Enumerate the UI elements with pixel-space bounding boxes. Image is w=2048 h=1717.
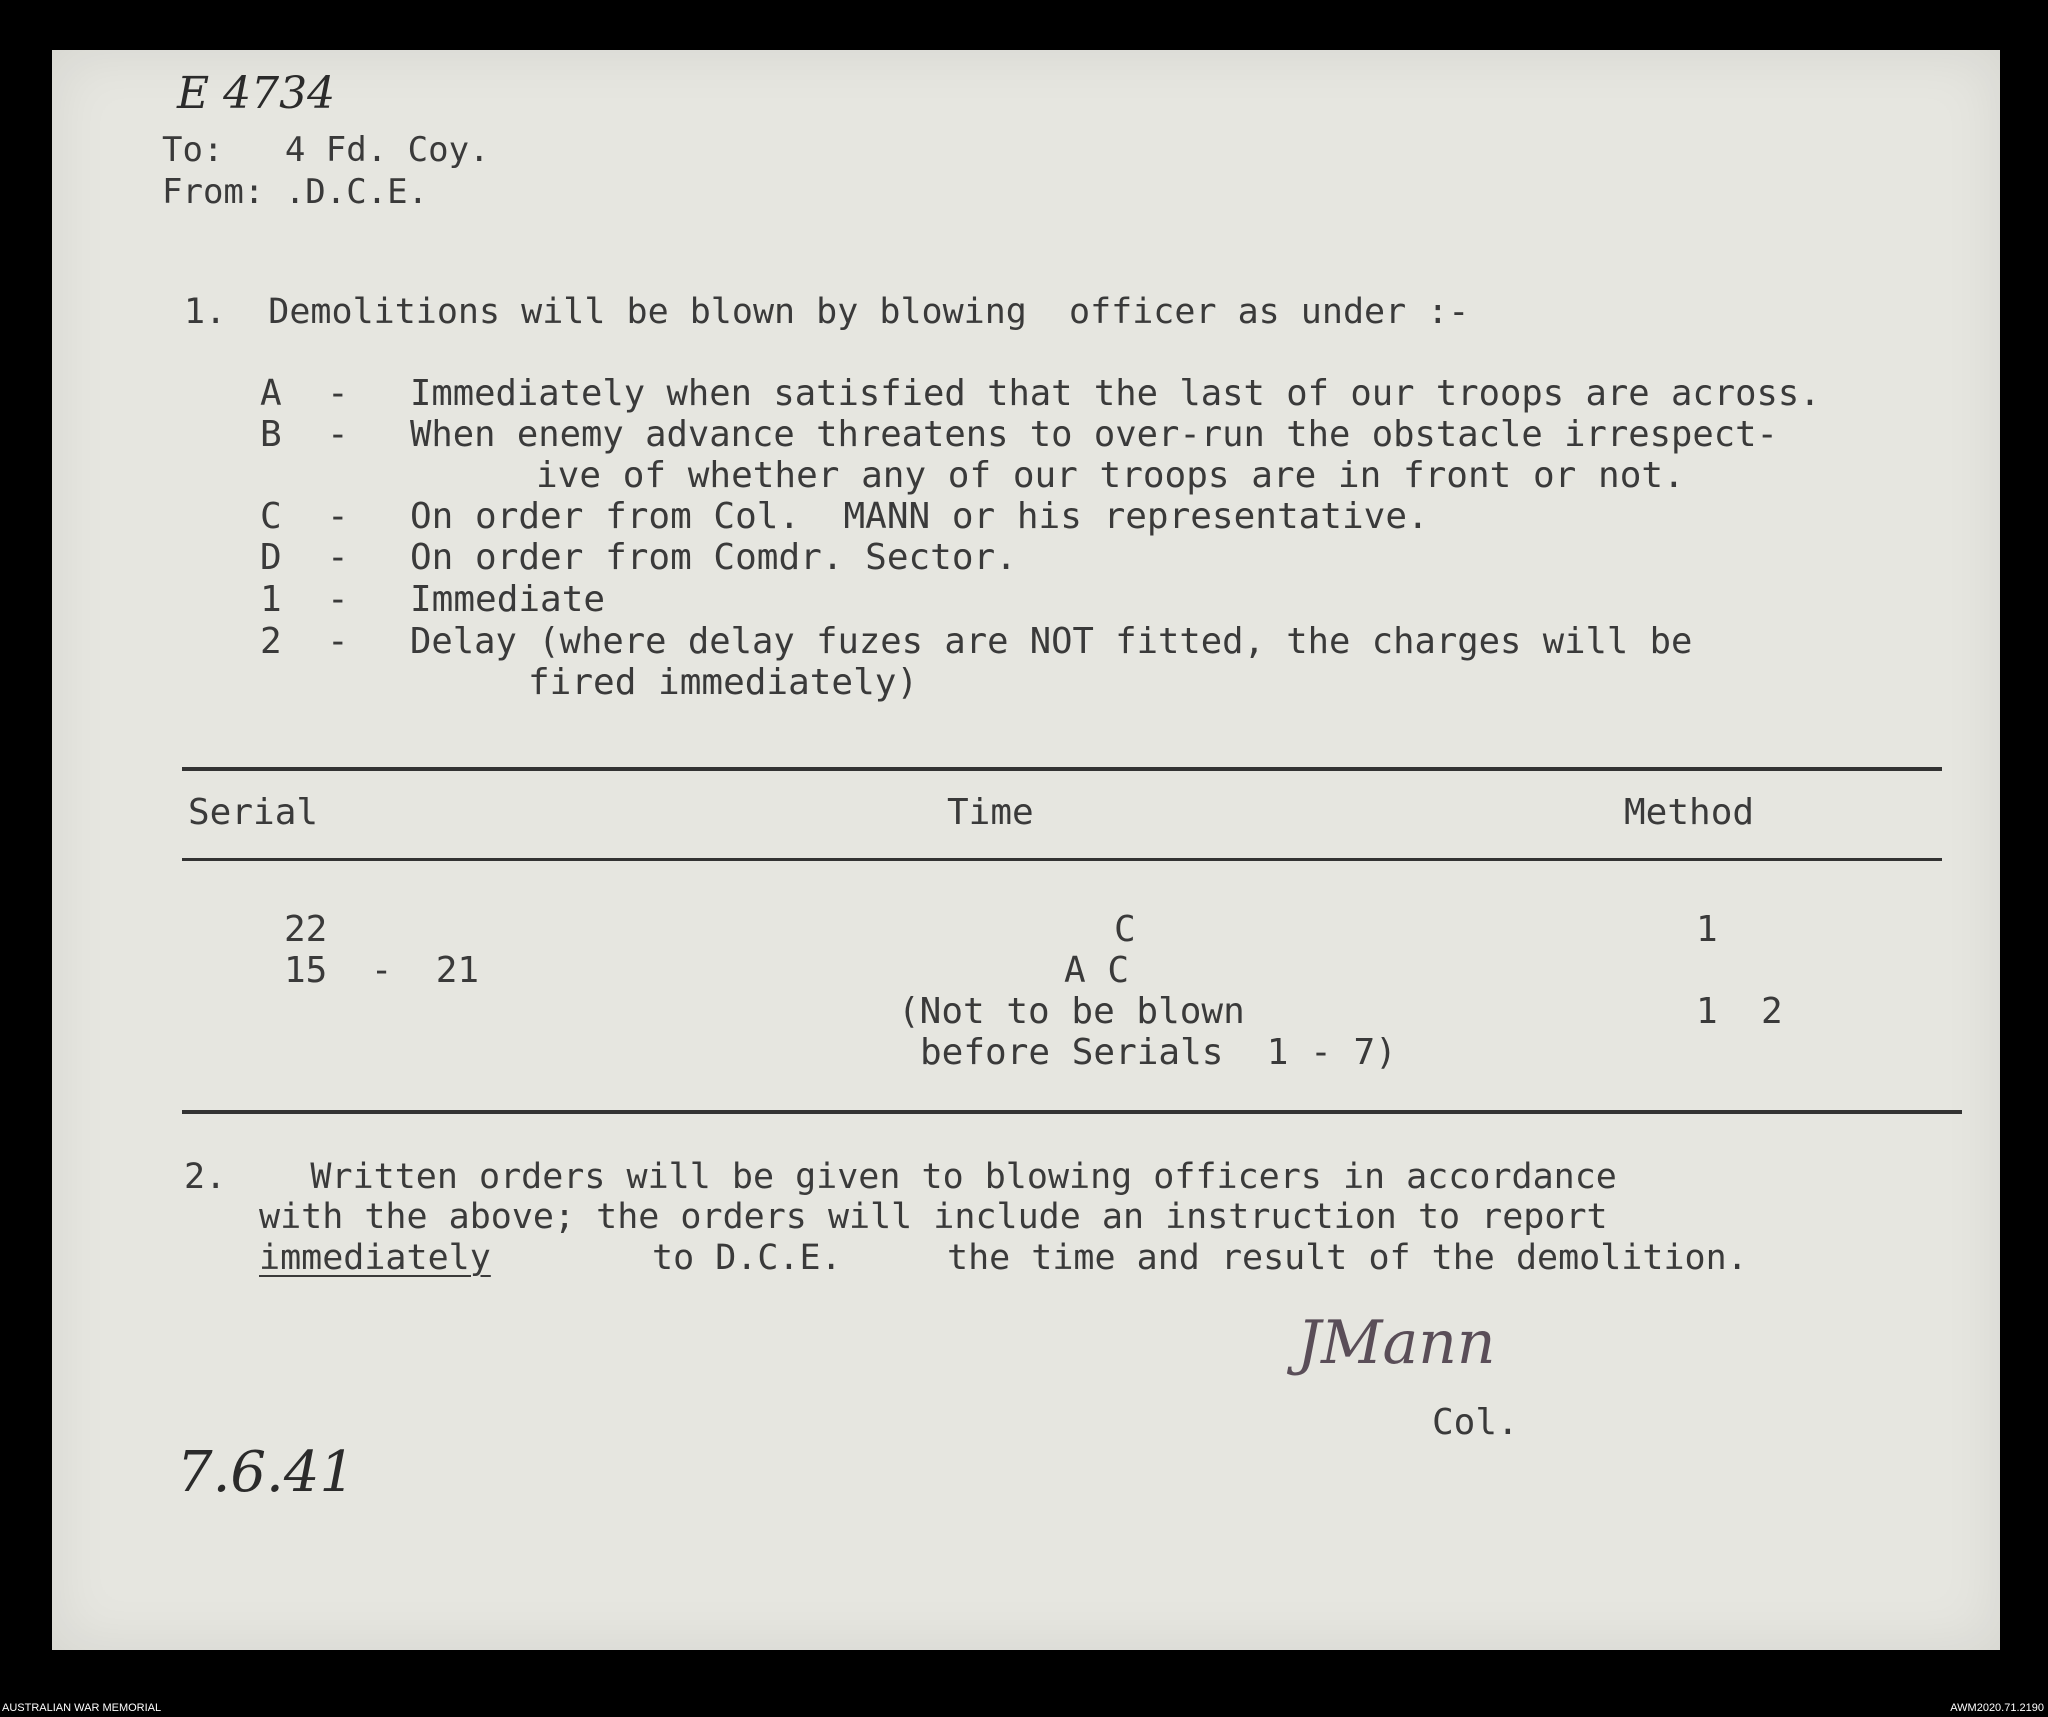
list-item-dash: - — [327, 373, 349, 414]
paragraph-2-line-3: to D.C.E. the time and result of the demolition. — [652, 1238, 1748, 1278]
table-cell-time: C — [1114, 909, 1136, 950]
table-cell-time: before Serials 1 - 7) — [920, 1032, 1397, 1073]
list-item-text: ive of whether any of our troops are in front or not. — [536, 455, 1685, 496]
list-item-text: fired immediately) — [528, 662, 919, 703]
signature: JMann — [1297, 1308, 1496, 1378]
accession-number: AWM2020.71.2190 — [1950, 1702, 2044, 1714]
list-item-dash: - — [327, 496, 349, 537]
list-item-key: C — [260, 496, 282, 537]
list-item-text: Delay (where delay fuzes are NOT fitted, the charges will be — [410, 621, 1693, 662]
paragraph-1: 1. Demolitions will be blown by blowing officer as under :- — [184, 292, 1470, 332]
list-item-text: On order from Comdr. Sector. — [410, 537, 1017, 578]
archive-name: AUSTRALIAN WAR MEMORIAL — [2, 1702, 162, 1714]
underlined-word: immediately — [259, 1238, 491, 1278]
paragraph-2-line-2: with the above; the orders will include an instruction to report — [259, 1197, 1608, 1237]
header-time: Time — [947, 792, 1034, 833]
handwritten-date: 7.6.41 — [177, 1440, 356, 1505]
list-item-text: On order from Col. MANN or his representative. — [410, 496, 1429, 537]
list-item-text: Immediately when satisfied that the last of our troops are across. — [410, 373, 1821, 414]
list-item-text: Immediate — [410, 579, 606, 620]
list-item-dash: - — [327, 414, 349, 455]
list-item-dash: - — [327, 579, 349, 620]
table-header-rule — [182, 858, 1942, 861]
table-cell-method: 1 — [1696, 909, 1718, 950]
document-page — [52, 50, 2000, 1650]
from-line: From: .D.C.E. — [162, 172, 429, 212]
paragraph-2-line-1: 2. Written orders will be given to blowing officers in accordance — [184, 1157, 1617, 1197]
list-item-key: 1 — [260, 579, 282, 620]
header-method: Method — [1624, 792, 1755, 833]
table-cell-serial: 22 — [284, 909, 328, 950]
list-item-text: When enemy advance threatens to over-run the obstacle irrespect- — [410, 414, 1778, 455]
file-reference-note: E 4734 — [177, 68, 336, 119]
list-item-key: B — [260, 414, 282, 455]
list-item-key: A — [260, 373, 282, 414]
table-bottom-rule — [182, 1110, 1962, 1114]
header-serial: Serial — [188, 792, 319, 833]
list-item-key: 2 — [260, 621, 282, 662]
list-item-dash: - — [327, 621, 349, 662]
list-item-dash: - — [327, 537, 349, 578]
list-item-key: D — [260, 537, 282, 578]
table-cell-method: 1 2 — [1696, 991, 1783, 1032]
table-cell-serial: 15 - 21 — [284, 950, 480, 991]
rank-label: Col. — [1432, 1402, 1519, 1443]
to-line: To: 4 Fd. Coy. — [162, 130, 490, 170]
table-top-rule — [182, 767, 1942, 771]
table-cell-time: A C — [1064, 950, 1130, 991]
table-cell-time: (Not to be blown — [898, 991, 1245, 1032]
